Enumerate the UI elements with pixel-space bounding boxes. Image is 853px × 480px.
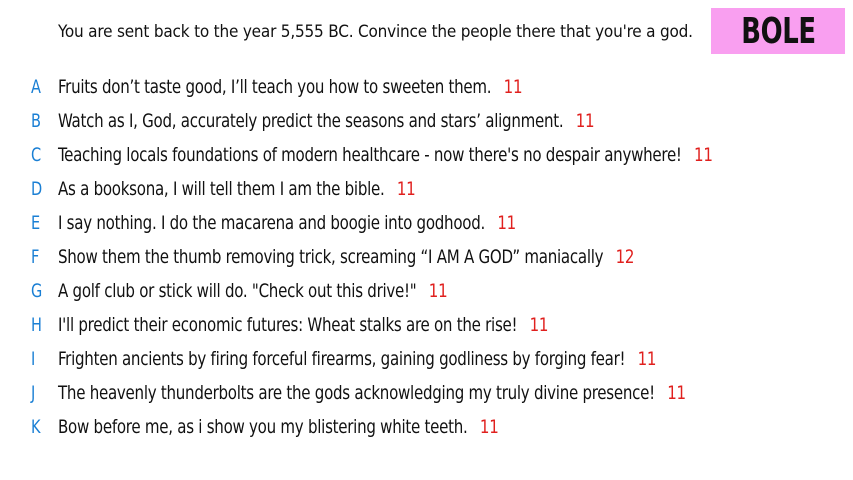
- answer-text: Fruits don’t taste good, I’ll teach you how to sweeten them.: [58, 76, 492, 98]
- answer-letter: D: [31, 178, 43, 200]
- player-badge: [711, 8, 845, 54]
- answer-letter: J: [31, 382, 36, 404]
- answer-letter: A: [31, 76, 41, 98]
- answer-score: 12: [615, 246, 635, 268]
- answer-score: 11: [694, 144, 713, 166]
- answer-text: Bow before me, as i show you my blistering white teeth.: [58, 416, 468, 438]
- answer-score: 11: [667, 382, 686, 404]
- prompt-text: You are sent back to the year 5,555 BC. Convince the people there that you're a god.: [58, 22, 693, 42]
- answer-letter: E: [31, 212, 41, 234]
- answer-text: I'll predict their economic futures: Wheat stalks are on the rise!: [58, 314, 518, 336]
- answer-score: 11: [529, 314, 549, 336]
- answer-letter: H: [31, 314, 42, 336]
- answer-letter: B: [31, 110, 41, 132]
- answer-letter: I: [31, 348, 36, 370]
- answer-score: 11: [497, 212, 516, 234]
- answer-letter: C: [31, 144, 42, 166]
- answer-text: Show them the thumb removing trick, screaming “I AM A GOD” maniacally: [58, 246, 604, 268]
- answer-text: A golf club or stick will do. "Check out this drive!": [58, 280, 417, 302]
- answer-score: 11: [479, 416, 499, 438]
- answer-letter: K: [31, 416, 41, 438]
- player-name: BOLE: [740, 10, 816, 52]
- answer-letter: F: [31, 246, 40, 268]
- answer-text: I say nothing. I do the macarena and boogie into godhood.: [58, 212, 486, 234]
- answer-score: 11: [503, 76, 523, 98]
- answer-letter: G: [31, 280, 43, 302]
- answer-score: 11: [637, 348, 657, 370]
- answer-text: As a booksona, I will tell them I am the bible.: [58, 178, 385, 200]
- answer-text: Watch as I, God, accurately predict the seasons and stars’ alignment.: [58, 110, 564, 132]
- answer-score: 11: [396, 178, 416, 200]
- answer-score: 11: [428, 280, 448, 302]
- answer-score: 11: [575, 110, 595, 132]
- answer-text: Frighten ancients by firing forceful firearms, gaining godliness by forging fear!: [58, 348, 626, 370]
- answer-text: The heavenly thunderbolts are the gods acknowledging my truly divine presence!: [58, 382, 655, 404]
- answer-text: Teaching locals foundations of modern healthcare - now there's no despair anywhere!: [58, 144, 682, 166]
